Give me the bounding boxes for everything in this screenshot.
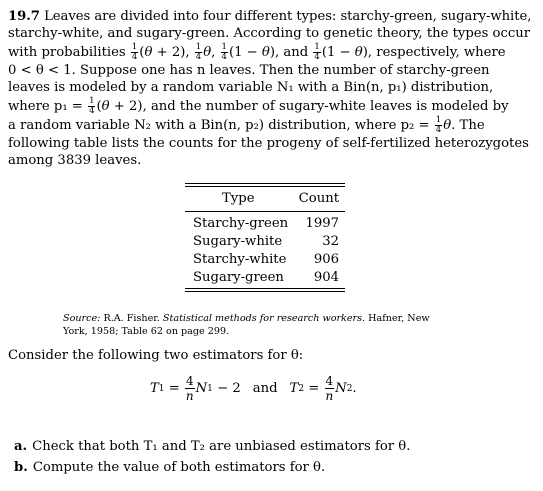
source-note: Source: R.A. Fisher. Statistical methods for research workers. Hafner, New York, 1958; Table 62 on page 299. xyxy=(63,313,430,337)
table-row xyxy=(185,251,345,269)
question-a: a. Check that both T₁ and T₂ are unbiased estimators for θ. xyxy=(14,439,411,454)
row-count: 906 xyxy=(313,252,339,268)
row-count: 32 xyxy=(322,234,339,250)
row-type: Sugary-white xyxy=(193,234,283,250)
problem-line-1: Leaves are divided into four different types: starchy-green, sugary-white, xyxy=(44,9,532,24)
problem-line-3: with probabilities $\frac{1}{4}$ (θ + 2), $\frac{1}{4}$ θ, $\frac{1}{4}$ (1 − θ), and $\frac{1}{4}$ (1 − θ), respectively, where xyxy=(8,41,506,62)
problem-line-5: leaves is modeled by a random variable N₁ with a Bin(n, p₁) distribution, xyxy=(8,80,494,96)
problem-line-8: following table lists the counts for the progeny of self-fertilized heterozygotes xyxy=(8,135,529,151)
estimator-formulas: T 1 = 4 n N 1 − 2 and T 2 = 4 n N 2 . xyxy=(150,374,357,403)
problem-line-6: where p₁ = $\frac{1}{4}$ (θ + 2), and the number of sugary-white leaves is modeled by xyxy=(8,95,509,116)
problem-line-2: starchy-white, and sugary-green. According to genetic theory, the types occur xyxy=(8,26,531,42)
row-count: 1997 xyxy=(305,216,339,232)
row-type: Starchy-green xyxy=(193,216,289,232)
header-type: Type xyxy=(222,191,255,206)
row-type: Sugary-green xyxy=(193,270,284,286)
table-row xyxy=(185,215,345,233)
and-text: and xyxy=(252,380,278,396)
table-row xyxy=(185,233,345,251)
problem-line-7: a random variable N₂ with a Bin(n, p₂) distribution, where p₂ = $\frac{1}{4}$ θ. The xyxy=(8,114,485,135)
row-count: 904 xyxy=(313,270,339,286)
problem-line-9: among 3839 leaves. xyxy=(8,153,142,169)
problem-line-4: 0 < θ < 1. Suppose one has n leaves. Then the number of starchy-green xyxy=(8,62,490,78)
counts-table xyxy=(185,183,345,292)
question-b: b. Compute the value of both estimators for θ. xyxy=(14,460,326,475)
question-list xyxy=(14,436,410,478)
problem-number: 19.7 xyxy=(8,9,40,24)
table-row xyxy=(185,269,345,287)
table-header xyxy=(185,187,345,211)
table-bottom-rule xyxy=(185,288,345,292)
consider-text: Consider the following two estimators for θ: xyxy=(8,348,304,363)
header-count: Count xyxy=(298,191,339,206)
problem-paragraph xyxy=(8,8,535,169)
row-type: Starchy-white xyxy=(193,252,287,268)
